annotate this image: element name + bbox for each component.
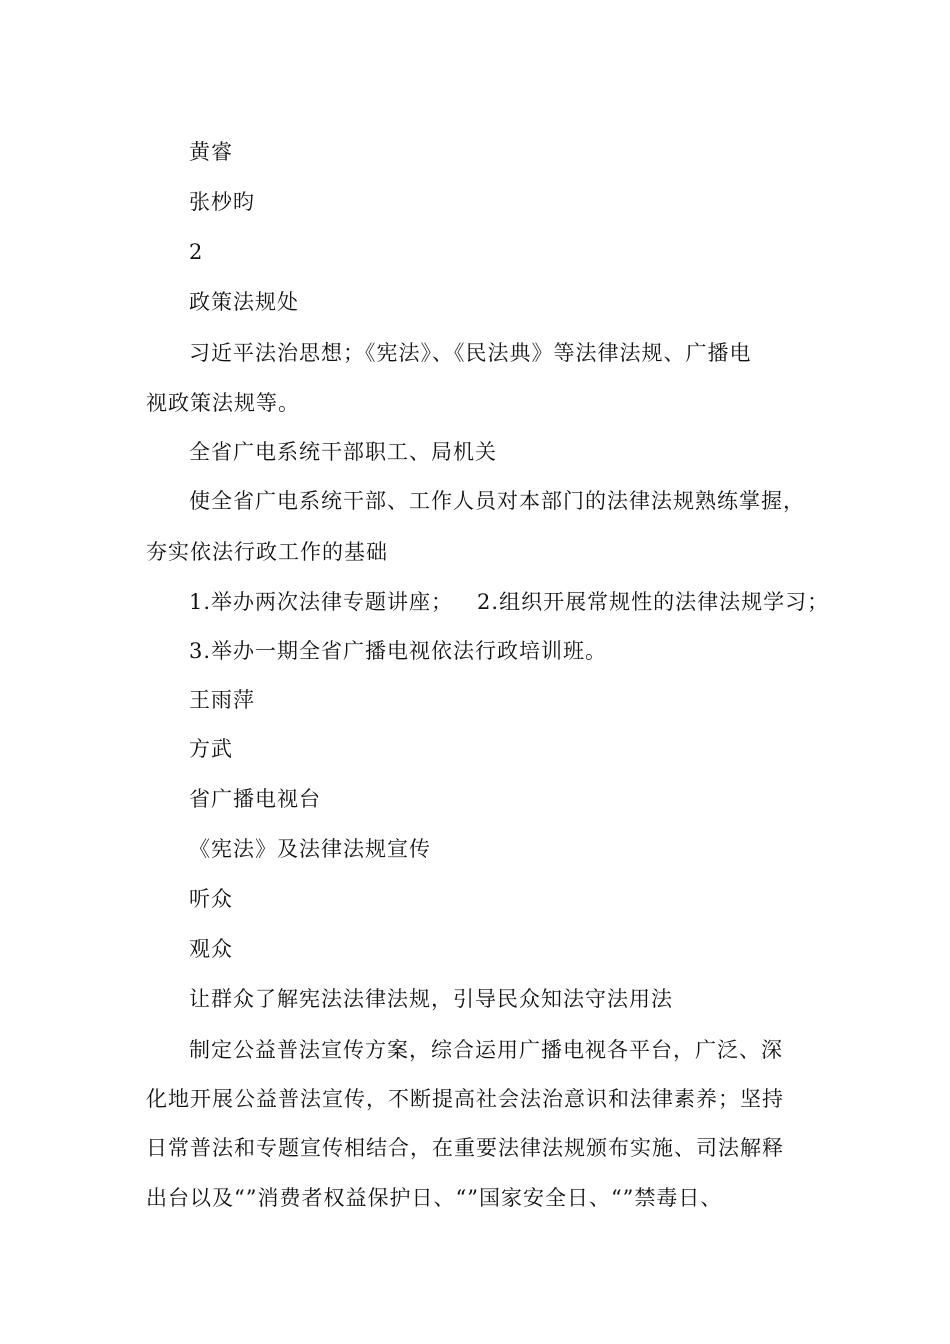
item-number: 2	[189, 240, 204, 264]
measure-2: 2.组织开展常规性的法律法规学习；	[477, 590, 830, 614]
content-line-2: 视政策法规等。	[146, 391, 300, 415]
person-name-3: 王雨萍	[189, 688, 255, 712]
audience-line: 全省广电系统干部职工、局机关	[189, 440, 497, 464]
paragraph-line-3: 日常普法和专题宣传相结合，在重要法律法规颁布实施、司法解释	[146, 1136, 784, 1160]
content-line-1: 习近平法治思想；《宪法》、《民法典》等法律法规、广播电	[189, 341, 752, 365]
person-name-4: 方武	[189, 737, 233, 761]
goal-line-3: 让群众了解宪法法律法规，引导民众知法守法用法	[189, 987, 673, 1011]
audience-viewers: 观众	[189, 937, 233, 961]
goal-line-2: 夯实依法行政工作的基础	[146, 540, 388, 564]
measure-1: 1.举办两次法律专题讲座；	[189, 590, 454, 614]
paragraph-line-1: 制定公益普法宣传方案，综合运用广播电视各平台，广泛、深	[189, 1038, 783, 1062]
content-title-2: 《宪法》及法律法规宣传	[189, 837, 431, 861]
person-name-2: 张杪昀	[189, 190, 255, 214]
audience-listeners: 听众	[189, 887, 233, 911]
goal-line-1: 使全省广电系统干部、工作人员对本部门的法律法规熟练掌握，	[189, 489, 805, 513]
person-name-1: 黄睿	[189, 140, 233, 164]
paragraph-line-4: 出台以及“”消费者权益保护日、“”国家安全日、“”禁毒日、	[146, 1186, 723, 1210]
paragraph-line-2: 化地开展公益普法宣传，不断提高社会法治意识和法律素养；坚持	[146, 1087, 784, 1111]
department-name: 政策法规处	[189, 290, 299, 314]
measures-line-1	[189, 588, 829, 616]
measures-line-2: 3.举办一期全省广播电视依法行政培训班。	[189, 639, 608, 663]
department-name-2: 省广播电视台	[189, 787, 321, 811]
